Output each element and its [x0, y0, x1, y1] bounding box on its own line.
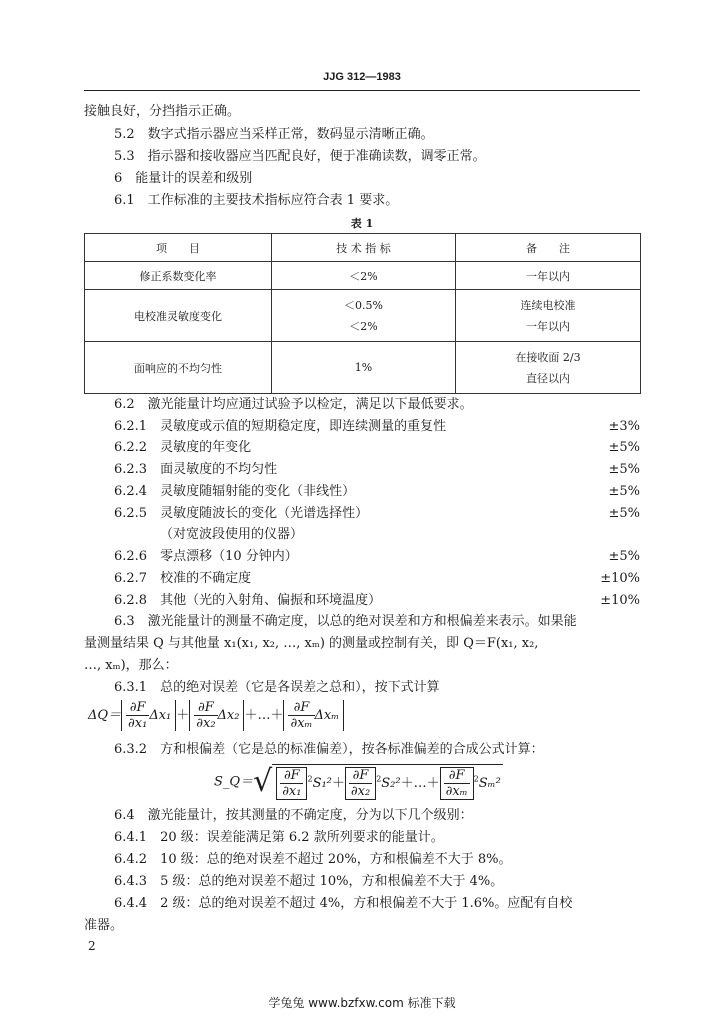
clause-6-2-4: 6.2.4 灵敏度随辐射能的变化（非线性） [114, 484, 356, 499]
table-cell-line: ＜0.5% [344, 298, 383, 312]
plus-sign: ＋ [176, 708, 190, 723]
clause-6-2-3: 6.2.3 面灵敏度的不均匀性 [114, 462, 278, 477]
clause-6-2-5-note: （对宽波段使用的仪器） [160, 527, 304, 542]
abs-term [121, 700, 176, 731]
clause-6-4-1: 6.4.1 20 级：误差能满足第 6.2 款所列要求的能量计。 [114, 830, 444, 845]
table-title: 表 1 [350, 217, 374, 230]
partial-numerator: ∂F [444, 768, 470, 784]
clause-6-2-1-value: ±3% [608, 419, 640, 434]
partial-numerator: ∂F [288, 700, 314, 716]
radicand [272, 764, 503, 800]
partial-denominator: ∂xₘ [290, 716, 313, 731]
clause-6-2-8: 6.2.8 其他（光的入射角、偏振和环境温度） [114, 593, 382, 608]
clause-6-3-line2: 量测量结果 Q 与其他量 x₁(x₁, x₂, …, xₘ) 的测量或控制有关，即 Q＝F(x₁, x₂, [84, 636, 539, 651]
formula-lhs: ΔQ＝ [88, 708, 122, 723]
table-cell-line: 一年以内 [526, 319, 570, 333]
spec-table [84, 233, 641, 394]
clause-6-4-4-line2: 准器。 [84, 918, 124, 933]
clause-6-2-6: 6.2.6 零点漂移（10 分钟内） [114, 549, 298, 564]
clause-5-2: 5.2 数字式指示器应当采样正常，数码显示清晰正确。 [114, 127, 434, 142]
clause-6-3-line3: …, xₘ)，那么： [84, 658, 178, 673]
clause-6-2-1: 6.2.1 灵敏度或示值的短期稳定度，即连续测量的重复性 [114, 419, 447, 434]
header-rule [84, 90, 640, 91]
table-cell [272, 290, 456, 342]
table-cell: 1% [272, 342, 456, 394]
clause-6-2-7-value: ±10% [600, 571, 640, 586]
table-cell-line: 在接收面 2/3 [515, 350, 581, 364]
sigma-term: Sₘ² [478, 776, 501, 791]
table-row [85, 290, 641, 342]
clause-6-3-1: 6.3.1 总的绝对误差（它是各误差之总和），按下式计算 [114, 680, 440, 695]
table-cell [456, 290, 641, 342]
ellipsis-sum: ＋…＋ [400, 776, 440, 791]
exponent: 2 [376, 774, 382, 784]
clause-6-2: 6.2 激光能量计均应通过试验予以检定，满足以下最低要求。 [114, 397, 473, 412]
exponent: 2 [307, 774, 313, 784]
table-cell: 电校准灵敏度变化 [85, 290, 272, 342]
clause-6-2-5-value: ±5% [608, 506, 640, 521]
table-header-note: 备 注 [456, 234, 641, 262]
delta-term: Δx₂ [217, 708, 240, 723]
site-watermark: 学兔兔 www.bzfxw.com 标准下载 [268, 996, 456, 1010]
table-cell: 修正系数变化率 [85, 262, 272, 290]
clause-6-2-6-value: ±5% [608, 549, 640, 564]
table-row [85, 262, 641, 290]
clause-6-3-line1: 6.3 激光能量计的测量不确定度，以总的绝对误差和方和根偏差来表示。如果能 [114, 614, 577, 629]
table-cell [456, 342, 641, 394]
partial-numerator: ∂F [194, 700, 217, 716]
running-header: JJG 312—1983 [323, 71, 401, 83]
clause-6-2-2: 6.2.2 灵敏度的年变化 [114, 440, 252, 455]
clause-6-4: 6.4 激光能量计，按其测量的不确定度，分为以下几个级别： [114, 808, 473, 823]
partial-numerator: ∂F [280, 768, 303, 784]
bracket-term [276, 767, 307, 800]
partial-denominator: ∂x₁ [128, 716, 148, 731]
exponent: 2 [473, 774, 479, 784]
clause-6-2-2-value: ±5% [608, 440, 640, 455]
section-6-heading: 6 能量计的误差和级别 [114, 171, 253, 186]
clause-6-1: 6.1 工作标准的主要技术指标应符合表 1 要求。 [114, 193, 399, 208]
formula-absolute-error [88, 700, 344, 731]
delta-term: Δx₁ [149, 708, 172, 723]
bracket-term [440, 767, 474, 800]
sqrt-icon: √ [253, 764, 273, 799]
partial-denominator: ∂x₂ [350, 784, 371, 799]
formula-rms-deviation [214, 764, 503, 800]
clause-6-4-3: 6.4.3 5 级：总的绝对误差不超过 10%，方和根偏差不大于 4%。 [114, 874, 504, 889]
clause-6-2-5: 6.2.5 灵敏度随波长的变化（光谱选择性） [114, 506, 369, 521]
table-cell-line: 直径以内 [526, 371, 570, 385]
formula-lhs: S_Q＝ [214, 774, 254, 790]
table-cell: 面响应的不均匀性 [85, 342, 272, 394]
text-line: 接触良好，分挡指示正确。 [84, 104, 241, 119]
clause-6-4-2: 6.4.2 10 级：总的绝对误差不超过 20%，方和根偏差不大于 8%。 [114, 852, 512, 867]
table-row [85, 342, 641, 394]
partial-denominator: ∂x₁ [282, 784, 302, 799]
clause-5-3: 5.3 指示器和接收器应当匹配良好，便于准确读数，调零正常。 [114, 149, 486, 164]
delta-term: Δxₘ [314, 708, 340, 723]
clause-6-2-8-value: ±10% [600, 593, 640, 608]
plus-sign: ＋ [331, 776, 345, 791]
bracket-term [345, 767, 376, 800]
clause-6-3-2: 6.3.2 方和根偏差（它是总的标准偏差），按各标准偏差的合成公式计算： [114, 742, 544, 757]
clause-6-2-7: 6.2.7 校准的不确定度 [114, 571, 252, 586]
ellipsis-sum: ＋…＋ [244, 708, 284, 723]
table-header-spec: 技 术 指 标 [272, 234, 456, 262]
table-cell-line: ＜2% [349, 319, 378, 333]
page-number: 2 [88, 939, 96, 953]
partial-denominator: ∂xₘ [445, 784, 468, 799]
abs-term [189, 700, 244, 731]
partial-numerator: ∂F [126, 700, 149, 716]
clause-6-2-4-value: ±5% [608, 484, 640, 499]
clause-6-2-3-value: ±5% [608, 462, 640, 477]
sigma-term: S₁² [312, 776, 332, 791]
table-cell-line: 连续电校准 [520, 298, 576, 312]
clause-6-4-4-line1: 6.4.4 2 级：总的绝对误差不超过 4%，方和根偏差不大于 1.6%。应配有自校 [114, 896, 573, 911]
partial-denominator: ∂x₂ [196, 716, 216, 731]
table-header-item: 项 目 [85, 234, 272, 262]
partial-numerator: ∂F [349, 768, 372, 784]
abs-term [283, 700, 344, 731]
table-cell: 一年以内 [456, 262, 641, 290]
table-cell: ＜2% [272, 262, 456, 290]
sigma-term: S₂² [381, 776, 401, 791]
